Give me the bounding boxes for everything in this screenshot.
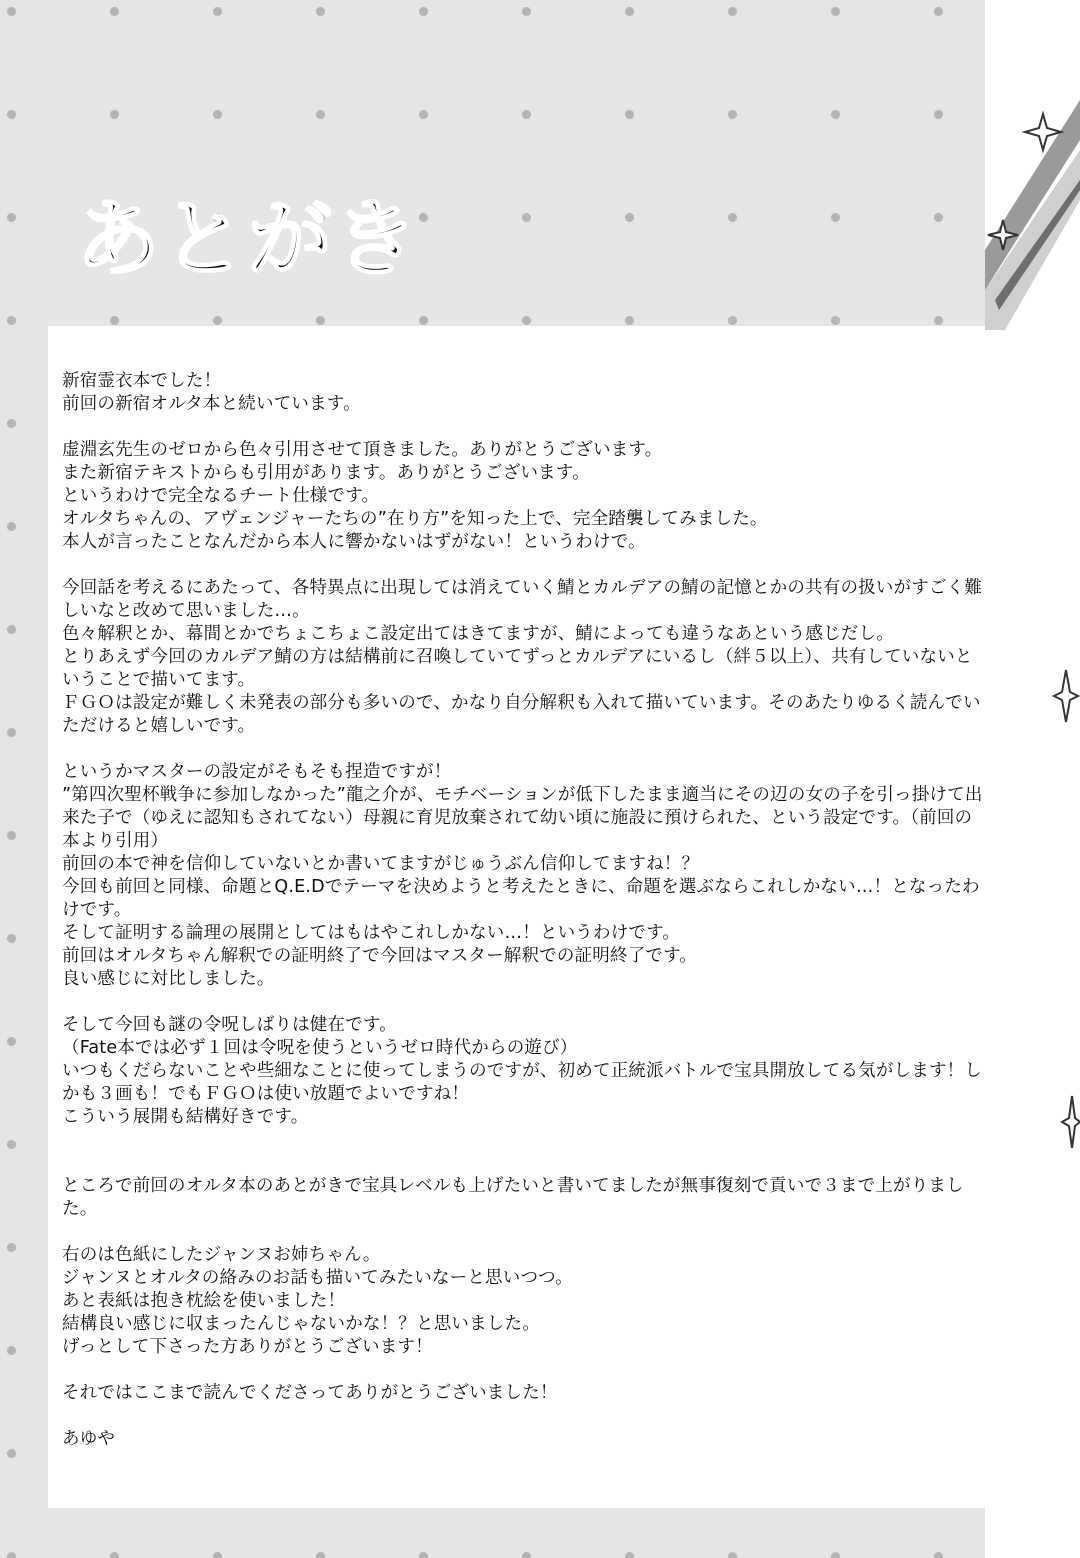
afterword-body (62, 370, 987, 1451)
text-line: 前回の本で神を信仰していないとか書いてますがじゅうぶん信仰してますね！？ (62, 854, 700, 874)
text-line: また新宿テキストからも引用があります。ありがとうございます。 (62, 463, 590, 483)
paragraph (62, 439, 987, 554)
paragraph (62, 1175, 987, 1221)
text-line: 前回はオルタちゃん解釈での証明終了で今回はマスター解釈での証明終了です。 (62, 946, 698, 966)
text-line: そして証明する論理の展開としてはもはやこれしかない…！というわけです。 (62, 923, 681, 943)
sparkle-icon (1060, 1094, 1080, 1150)
text-line: （Fate本では必ず１回は令呪を使うというゼロ時代からの遊び） (62, 1038, 578, 1058)
text-line: 良い感じに対比しました。 (62, 969, 275, 989)
text-line: 本人が言ったことなんだから本人に響かないはずがない！というわけで。 (62, 532, 646, 552)
paragraph (62, 761, 987, 991)
text-line: 結構良い感じに収まったんじゃないかな！？と思いました。 (62, 1314, 540, 1334)
text-line: げっとして下さった方ありがとうございます！ (62, 1337, 433, 1357)
text-line: 今回話を考えるにあたって、各特異点に出現しては消えていく鯖とカルデアの鯖の記憶とかの共有の扱いがすごく難しいなと改めて思いました…。 (62, 578, 983, 621)
paragraph (62, 577, 987, 738)
text-line: あと表紙は抱き枕絵を使いました！ (62, 1291, 346, 1311)
text-line: ところで前回のオルタ本のあとがきで宝具レベルも上げたいと書いてましたが無事復刻で貢いで３まで上がりました。 (62, 1176, 964, 1219)
text-line: 今回も前回と同様、命題とQ.E.Dでテーマを決めようと考えたときに、命題を選ぶならこれしかない…！となったわけです。 (62, 877, 980, 920)
text-line: オルタちゃんの、アヴェンジャーたちの”在り方”を知った上で、完全踏襲してみました。 (62, 509, 768, 529)
paragraph (62, 1244, 987, 1359)
illustration-fragment (985, 90, 1080, 330)
paragraph (62, 370, 987, 416)
text-line: 色々解釈とか、幕間とかでちょこちょこ設定出てはきてますが、鯖によっても違うなあという感じだし。 (62, 624, 894, 644)
paragraph (62, 1382, 987, 1405)
text-line: ジャンヌとオルタの絡みのお話も描いてみたいなーと思いつつ。 (62, 1268, 573, 1288)
author-signature: あゆや (62, 1429, 116, 1449)
text-line: ＦＧＯは設定が難しく未発表の部分も多いので、かなり自分解釈も入れて描いています。そのあたりゆるく読んでいただけると嬉しいです。 (62, 693, 981, 736)
text-line: こういう展開も結構好きです。 (62, 1107, 309, 1127)
text-line: 右のは色紙にしたジャンヌお姉ちゃん。 (62, 1245, 381, 1265)
text-line: そして今回も謎の令呪しばりは健在です。 (62, 1015, 397, 1035)
paragraph (62, 1014, 987, 1129)
page-title: あとがき (76, 190, 421, 288)
sparkle-icon (1052, 668, 1080, 724)
text-line: 前回の新宿オルタ本と続いています。 (62, 394, 361, 414)
text-line: 虚淵玄先生のゼロから色々引用させて頂きました。ありがとうございます。 (62, 440, 663, 460)
text-line: いつもくだらないことや些細なことに使ってしまうのですが、初めて正統派バトルで宝具開放してる気がします！しかも３画も！でもＦＧＯは使い放題でよいですね！ (62, 1061, 983, 1104)
text-line: 新宿霊衣本でした！ (62, 371, 222, 391)
text-line: というわけで完全なるチート仕様です。 (62, 486, 380, 506)
text-line: それではここまで読んでくださってありがとうございました！ (62, 1383, 558, 1403)
text-line: というかマスターの設定がそもそも捏造ですが！ (62, 762, 452, 782)
text-line: とりあえず今回のカルデア鯖の方は結構前に召喚していてずっとカルデアにいるし（絆５以上）、共有していないということで描いてます。 (62, 647, 973, 690)
text-line: ”第四次聖杯戦争に参加しなかった”龍之介が、モチベーションが低下したまま適当にその辺の女の子を引っ掛けて出来た子で（ゆえに認知もされてない）母親に育児放棄されて幼い頃に施設に預けられた、という設定です。（前回の本より引用） (62, 785, 983, 851)
